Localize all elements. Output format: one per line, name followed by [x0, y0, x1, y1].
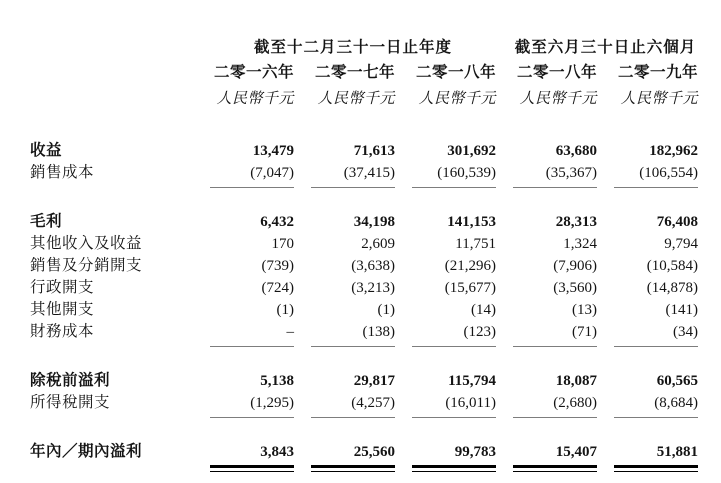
row-value: 28,313: [555, 214, 597, 230]
row-value: (71): [572, 324, 597, 340]
row-value: 6,432: [260, 214, 294, 230]
row-value: –: [286, 324, 294, 340]
row-value: (739): [261, 258, 294, 274]
period-group-header-row: [30, 36, 721, 60]
row-value: (15,677): [444, 280, 496, 296]
single-rule: [513, 417, 597, 418]
year-header-2018: 二零一八年: [415, 64, 496, 81]
row-value: 76,408: [656, 214, 698, 230]
row-value: (2,680): [553, 395, 597, 411]
row-label: 收益: [30, 142, 63, 159]
row-value: (4,257): [351, 395, 395, 411]
row-value: (3,638): [351, 258, 395, 274]
table-row: [30, 140, 721, 162]
row-spacer: [30, 349, 721, 370]
row-value: 63,680: [555, 143, 597, 159]
row-value: (7,047): [250, 165, 294, 181]
row-label: 銷售及分銷開支: [30, 257, 143, 274]
row-value: 11,751: [455, 236, 496, 252]
row-value: (7,906): [553, 258, 597, 274]
row-value: 51,881: [656, 444, 698, 460]
row-value: (1): [276, 302, 294, 318]
row-value: (10,584): [646, 258, 698, 274]
row-value: 60,565: [656, 373, 698, 389]
single-rule: [412, 346, 496, 347]
row-value: 99,783: [454, 444, 496, 460]
row-label: 財務成本: [30, 323, 95, 340]
row-value: (21,296): [444, 258, 496, 274]
table-row: [30, 441, 721, 463]
unit-header-row: [30, 86, 721, 112]
row-label: 銷售成本: [30, 164, 95, 181]
row-value: 13,479: [252, 143, 294, 159]
row-value: (106,554): [639, 165, 698, 181]
table-row: [30, 277, 721, 299]
unit-header: 人民幣千元: [519, 91, 597, 107]
year-header-2016: 二零一六年: [213, 64, 294, 81]
double-rule: [412, 465, 496, 472]
row-value: 1,324: [563, 236, 597, 252]
row-value: 182,962: [649, 143, 698, 159]
row-value: (3,213): [351, 280, 395, 296]
row-value: (138): [362, 324, 395, 340]
year-header-row: [30, 60, 721, 86]
row-value: (34): [673, 324, 698, 340]
single-rule: [210, 187, 294, 188]
single-rule: [412, 187, 496, 188]
row-value: (123): [463, 324, 496, 340]
row-value: 34,198: [353, 214, 395, 230]
unit-header: 人民幣千元: [216, 91, 294, 107]
single-rule: [614, 417, 698, 418]
unit-header: 人民幣千元: [317, 91, 395, 107]
row-spacer: [30, 420, 721, 441]
row-value: (141): [665, 302, 698, 318]
row-value: 18,087: [555, 373, 597, 389]
table-row: [30, 392, 721, 414]
row-value: 29,817: [353, 373, 395, 389]
row-label: 除稅前溢利: [30, 372, 111, 389]
single-rule: [513, 187, 597, 188]
table-row: [30, 233, 721, 255]
row-value: (14): [471, 302, 496, 318]
row-value: (16,011): [445, 395, 496, 411]
row-value: (3,560): [553, 280, 597, 296]
double-rule: [614, 465, 698, 472]
row-value: (13): [572, 302, 597, 318]
row-value: 25,560: [353, 444, 395, 460]
row-value: (1): [377, 302, 395, 318]
single-rule: [614, 346, 698, 347]
row-value: 15,407: [555, 444, 597, 460]
single-rule: [614, 187, 698, 188]
row-value: (160,539): [437, 165, 496, 181]
unit-header: 人民幣千元: [418, 91, 496, 107]
row-label: 其他開支: [30, 301, 95, 318]
header-body-gap: [30, 112, 721, 140]
row-value: 115,794: [448, 373, 496, 389]
row-value: (35,367): [545, 165, 597, 181]
table-row: [30, 370, 721, 392]
row-label: 其他收入及收益: [30, 235, 143, 252]
year-header-2019-interim: 二零一九年: [617, 64, 698, 81]
unit-header: 人民幣千元: [620, 91, 698, 107]
double-rule: [210, 465, 294, 472]
row-value: 3,843: [260, 444, 294, 460]
row-value: 170: [271, 236, 294, 252]
row-value: 141,153: [447, 214, 496, 230]
table-row: [30, 211, 721, 233]
row-label: 行政開支: [30, 279, 95, 296]
table-row: [30, 162, 721, 184]
row-label: 年內／期內溢利: [30, 443, 143, 460]
row-value: 301,692: [447, 143, 496, 159]
double-rule: [311, 465, 395, 472]
row-label: 所得稅開支: [30, 394, 111, 411]
row-value: (14,878): [646, 280, 698, 296]
single-rule: [412, 417, 496, 418]
single-rule: [210, 417, 294, 418]
row-value: (8,684): [654, 395, 698, 411]
row-value: (724): [261, 280, 294, 296]
table-body: [30, 140, 721, 469]
single-rule: [311, 346, 395, 347]
row-value: 71,613: [353, 143, 395, 159]
single-rule: [311, 187, 395, 188]
period-group-interim: 截至六月三十日止六個月: [514, 39, 697, 56]
table-row: [30, 255, 721, 277]
row-value: 2,609: [361, 236, 395, 252]
row-value: 5,138: [260, 373, 294, 389]
year-header-2017: 二零一七年: [314, 64, 395, 81]
row-value: 9,794: [664, 236, 698, 252]
row-value: (1,295): [250, 395, 294, 411]
row-spacer: [30, 190, 721, 211]
double-rule-row: [30, 463, 721, 469]
row-value: (37,415): [343, 165, 395, 181]
row-label: 毛利: [30, 213, 63, 230]
year-header-2018-interim: 二零一八年: [516, 64, 597, 81]
table-row: [30, 321, 721, 343]
single-rule: [210, 346, 294, 347]
period-group-annual: 截至十二月三十一日止年度: [253, 39, 452, 56]
single-rule: [311, 417, 395, 418]
table-row: [30, 299, 721, 321]
single-rule: [513, 346, 597, 347]
double-rule: [513, 465, 597, 472]
